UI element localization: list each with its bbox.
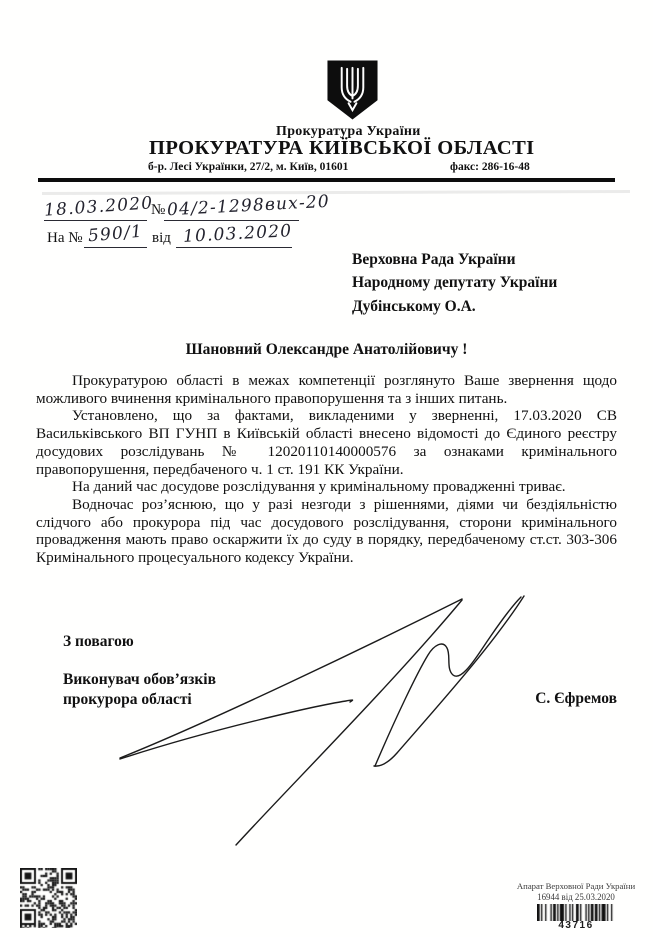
letter-body (36, 372, 617, 567)
recipient-block (352, 248, 557, 318)
salutation: Шановний Олександре Анатолійовичу ! (185, 341, 468, 358)
stamp-org: Апарат Верховної Ради України (516, 881, 636, 891)
signer-position-line: Виконувач обов’язків (63, 671, 216, 688)
body-paragraph: Прокуратурою області в межах компетенції розглянуто Ваше звернення щодо можливого вчинення кримінального правопорушення та з інших питань. (36, 372, 617, 407)
closing-regards: З повагою (63, 633, 134, 650)
ink-underline (44, 220, 147, 221)
barcode (537, 904, 615, 921)
org-address: б-р. Лесі Українки, 27/2, м. Київ, 01601 (148, 161, 349, 173)
org-fax: факс: 286-16-48 (450, 161, 530, 173)
ink-underline (84, 247, 147, 248)
qr-code (20, 868, 77, 928)
incoming-number-handwriting: 590/1 (87, 221, 144, 247)
signer-name: С. Єфремов (535, 690, 617, 707)
incoming-date-handwriting: 10.03.2020 (182, 221, 293, 247)
incoming-date-label: від (152, 230, 171, 246)
recipient-line: Народному депутату України (352, 274, 558, 292)
signer-position (63, 670, 216, 709)
number-label: № (151, 202, 166, 218)
org-name: ПРОКУРАТУРА КИЇВСЬКОЇ ОБЛАСТІ (149, 137, 535, 159)
outgoing-number-handwriting: 04/2-1298вих-20 (166, 191, 331, 221)
stamp-number-date: 16944 від 25.03.2020 (537, 891, 615, 902)
body-paragraph: Установлено, що за фактами, викладеними у зверненні, 17.03.2020 СВ Васильківського ВП ГУНП в Київській області внесено відомості до Єдиного реєстру досудових розслідувань № 12020110140000576 за ознаками кримінального правопорушення, передбаченого ч. 1 ст. 191 КК України. (36, 407, 617, 478)
outgoing-date-handwriting: 18.03.2020 (43, 193, 154, 221)
recipient-line: Дубінському О.А. (352, 297, 476, 315)
barcode-number: 43716 (558, 920, 594, 931)
header-divider (38, 178, 615, 182)
signer-position-line: прокурора області (63, 690, 192, 708)
org-parent-name: Прокуратура України (276, 124, 421, 139)
body-paragraph: На даний час досудове розслідування у кримінальному провадженні триває. (72, 478, 566, 496)
recipient-line: Верховна Рада України (352, 251, 516, 268)
incoming-label: На № (47, 230, 83, 246)
stamp-block (512, 881, 640, 932)
tryzub-shield-icon (326, 59, 379, 126)
ink-underline (176, 247, 292, 248)
body-paragraph: Водночас роз’яснюю, що у разі незгоди з рішеннями, діями чи бездіяльністю слідчого або прокурора під час досудового розслідування, сторони кримінального провадження мають право оскаржити їх до суду в порядку, передбаченому ст.ст. 303-306 Кримінального процесуального кодексу України. (36, 495, 617, 567)
